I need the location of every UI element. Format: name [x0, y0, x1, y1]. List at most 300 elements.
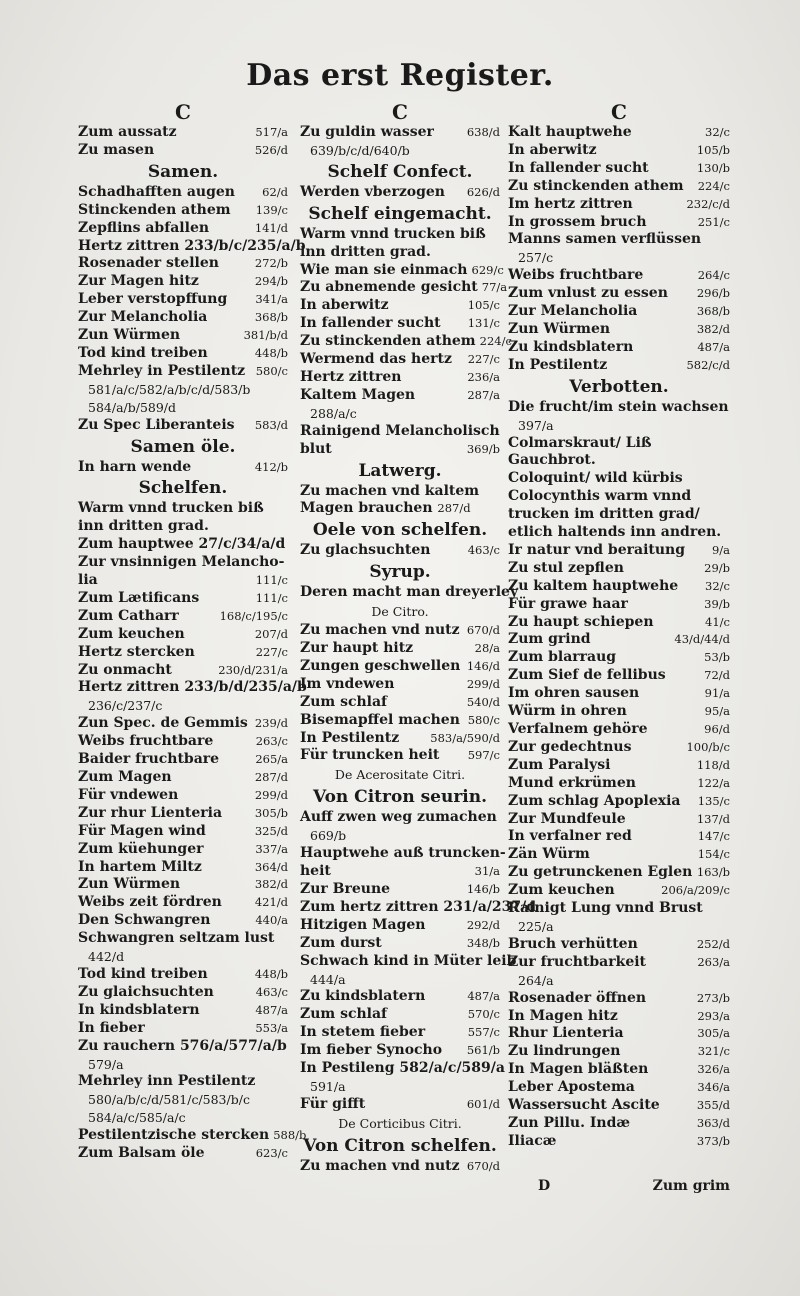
index-entry: [300, 387, 500, 405]
entry-ref: 72/d: [704, 668, 730, 683]
entry-text: Zum durst: [300, 934, 382, 951]
entry-ref: 670/d: [466, 623, 500, 638]
index-entry: [300, 622, 500, 640]
entry-text: Zu glaichsuchten: [78, 983, 214, 1000]
entry-text: Zum Lætificans: [78, 589, 200, 606]
index-entry: [508, 954, 730, 972]
entry-text: blut: [300, 440, 332, 457]
index-entry: [300, 1096, 500, 1114]
entry-ref: 448/b: [254, 345, 288, 360]
entry-text: Rainigt Lung vnnd Brust: [508, 900, 703, 917]
entry-text: Für gifft: [300, 1095, 366, 1112]
entry-text: Für truncken heit: [300, 747, 440, 764]
index-entry: [300, 1042, 500, 1060]
entry-text: Zun Würmen: [78, 327, 181, 344]
entry-ref: 31/a: [474, 864, 500, 879]
index-entry: [508, 1025, 730, 1043]
entry-text: In Pestileng 582/a/c/589/a: [300, 1060, 505, 1077]
entry-ref: 252/d: [696, 936, 730, 951]
entry-text: Hertz zittren 233/b/c/235/a/b: [78, 237, 306, 254]
entry-ref: 227/c: [255, 644, 288, 659]
section-heading: Verbotten.: [569, 376, 669, 397]
index-entry: [508, 578, 730, 596]
entry-ref: 232/c/d: [686, 196, 730, 211]
entry-text: In grossem bruch: [508, 213, 647, 230]
index-entry: [300, 1060, 505, 1078]
index-entry: [300, 640, 500, 658]
entry-text: In verfalner red: [508, 828, 632, 845]
entry-text: Zur fruchtbarkeit: [508, 953, 647, 970]
entry-ref: 43/d/44/d: [674, 632, 730, 647]
index-entry: [508, 900, 730, 918]
entry-text: Mund erkrümen: [508, 774, 636, 791]
entry-ref: 448/b: [254, 966, 288, 981]
index-entry: [300, 952, 517, 971]
entry-ref: 440/a: [255, 913, 288, 928]
index-entry: [78, 590, 288, 608]
latin-subheading: De Citro.: [371, 604, 429, 620]
entry-ref: 623/c: [255, 1146, 288, 1161]
entry-ref: 364/d: [254, 859, 288, 874]
index-entry: [508, 196, 730, 214]
entry-ref: 147/c: [697, 829, 730, 844]
entry-ref: 287/d: [437, 501, 471, 516]
index-entry: [300, 584, 519, 602]
index-entry: [300, 333, 512, 351]
index-entry: [300, 694, 500, 712]
index-entry: [78, 894, 288, 912]
entry-text: Rhur Lienteria: [508, 1025, 624, 1042]
index-entry: [78, 459, 288, 477]
entry-ref: 139/c: [255, 202, 288, 217]
latin-subheading: De Corticibus Citri.: [338, 1115, 462, 1131]
entry-ref: 146/d: [466, 658, 500, 673]
entry-text: Hertz zittren 233/b/d/235/a/b: [78, 679, 307, 696]
index-entry: [78, 345, 288, 363]
index-entry: [508, 721, 730, 739]
entry-ref: 111/c: [255, 573, 288, 588]
entry-ref: 100/b/c: [686, 739, 730, 754]
entry-text: In kindsblatern: [78, 1001, 200, 1018]
index-entry: [300, 881, 500, 899]
entry-ref: 296/b: [696, 286, 730, 301]
entry-text: Zum Paralysi: [508, 756, 611, 773]
index-entry: [508, 214, 730, 232]
entry-text: Zum keuchen: [78, 625, 185, 642]
index-paragraph: [78, 500, 288, 536]
index-entry: [508, 1115, 730, 1133]
index-entry: [508, 1043, 730, 1061]
index-entry: [78, 751, 288, 769]
index-entry: [78, 626, 288, 644]
entry-ref: 601/d: [466, 1096, 500, 1111]
entry-ref: 368/b: [696, 304, 730, 319]
entry-text: In aberwitz: [300, 297, 389, 314]
entry-ref: 463/c: [255, 984, 288, 999]
continued-refs: 264/a: [518, 972, 554, 988]
entry-text: Zu glachsuchten: [300, 542, 431, 559]
entry-ref: 29/b: [704, 560, 730, 575]
entry-ref: 382/d: [254, 877, 288, 892]
continued-refs: 257/c: [518, 250, 554, 266]
entry-text: Zum vnlust zu essen: [508, 285, 668, 302]
entry-ref: 135/c: [697, 793, 730, 808]
paragraph-text: Warm vnnd trucken biß inn dritten grad.: [78, 500, 264, 535]
entry-text: Zum blarraug: [508, 649, 617, 666]
section-heading: Samen öle.: [130, 436, 236, 457]
entry-text: Zu haupt schiepen: [508, 613, 654, 630]
entry-text: Zur Breune: [300, 881, 391, 897]
entry-text: Für Magen wind: [78, 822, 206, 839]
section-letter: C: [392, 100, 408, 124]
entry-text: Baider fruchtbare: [78, 751, 220, 768]
entry-text: In fieber: [78, 1019, 145, 1036]
index-entry: [78, 1073, 288, 1091]
entry-ref: 28/a: [474, 641, 500, 656]
entry-ref: 553/a: [255, 1020, 288, 1035]
entry-text: Zum keuchen: [508, 882, 615, 899]
entry-text: Bisemapffel machen: [300, 711, 460, 728]
entry-text: Verfalnem gehöre: [508, 721, 648, 737]
entry-ref: 264/c: [697, 268, 730, 283]
entry-ref: 168/c/195/c: [219, 608, 288, 623]
entry-text: In stetem fieber: [300, 1024, 426, 1041]
register-column-3: [508, 100, 730, 1151]
latin-subheading: De Acerositate Citri.: [334, 767, 466, 783]
entry-ref: 421/d: [254, 895, 288, 910]
index-paragraph: [508, 470, 730, 542]
index-entry: [508, 339, 730, 357]
section-heading: Samen.: [147, 161, 219, 182]
entry-text: Würm in ohren: [508, 703, 627, 720]
entry-ref: 557/c: [467, 1025, 500, 1040]
entry-text: Den Schwangren: [78, 912, 211, 929]
index-entry: [78, 536, 288, 554]
entry-ref: 263/a: [697, 954, 730, 969]
entry-ref: 154/c: [697, 847, 730, 862]
section-heading: Schelfen.: [138, 478, 228, 499]
entry-text: Zum hauptwee 27/c/34/a/d: [78, 536, 286, 553]
entry-text: Deren macht man dreyerley: [300, 584, 519, 601]
index-entry: [508, 846, 730, 864]
entry-ref: 137/d: [696, 811, 730, 826]
index-entry: [508, 124, 730, 142]
index-entry: [508, 596, 730, 614]
entry-ref: 487/a: [255, 1002, 288, 1017]
entry-text: Zum Balsam öle: [78, 1145, 205, 1162]
page-title: Das erst Register.: [246, 58, 554, 93]
entry-ref: 224/c: [697, 178, 730, 193]
index-entry: [300, 730, 500, 748]
index-entry: [300, 423, 500, 441]
entry-ref: 305/b: [254, 805, 288, 820]
entry-text: In Magen hitz: [508, 1007, 618, 1024]
entry-text: Zur haupt hitz: [300, 640, 414, 657]
index-entry: [78, 237, 306, 256]
entry-ref: 272/b: [254, 256, 288, 271]
index-entry: [300, 863, 500, 881]
entry-ref: 526/d: [254, 142, 288, 157]
index-entry: [508, 739, 730, 757]
index-entry: [78, 1127, 307, 1145]
entry-text: In fallender sucht: [300, 315, 441, 332]
index-entry: [300, 369, 500, 387]
entry-text: Tod kind treiben: [78, 344, 208, 361]
entry-ref: 561/b: [466, 1043, 500, 1058]
entry-ref: 53/b: [704, 650, 730, 665]
register-column-1: [78, 100, 307, 1163]
index-entry: [300, 935, 500, 953]
entry-ref: 369/b: [466, 441, 500, 456]
continued-refs: 580/a/b/c/d/581/c/583/b/c: [88, 1092, 250, 1108]
index-entry: [508, 321, 730, 339]
entry-ref: 582/c/d: [686, 357, 730, 372]
entry-ref: 95/a: [704, 704, 730, 719]
catchword: Zum grim: [652, 1178, 730, 1194]
index-entry: [78, 255, 288, 273]
section-letter: C: [175, 100, 191, 124]
entry-text: Zu rauchern 576/a/577/a/b: [78, 1037, 287, 1054]
entry-ref: 122/a: [697, 775, 730, 790]
entry-ref: 337/a: [255, 841, 288, 856]
entry-text: Zu lindrungen: [508, 1043, 621, 1060]
entry-text: In harn wende: [78, 458, 192, 475]
entry-text: Im ohren sausen: [508, 685, 640, 702]
entry-ref: 39/b: [704, 596, 730, 611]
entry-text: Zu guldin wasser: [300, 124, 434, 140]
entry-text: Zungen geschwellen: [300, 657, 461, 674]
index-entry: [508, 160, 730, 178]
entry-ref: 463/c: [467, 543, 500, 558]
entry-text: Zu kaltem hauptwehe: [508, 577, 679, 594]
index-entry: [78, 1002, 288, 1020]
entry-ref: 629/c: [471, 262, 504, 277]
index-entry: [508, 775, 730, 793]
entry-text: Zepflins abfallen: [78, 219, 210, 236]
entry-text: Wie man sie einmach: [300, 261, 468, 278]
index-entry: [78, 644, 288, 662]
index-entry: [508, 560, 730, 578]
entry-text: Zun Pillu. Indæ: [508, 1114, 631, 1131]
index-entry: [508, 399, 730, 417]
entry-ref: 236/a: [467, 369, 500, 384]
entry-ref: 96/d: [704, 722, 730, 736]
continued-refs: 591/a: [310, 1078, 346, 1094]
entry-ref: 32/c: [705, 125, 730, 139]
entry-text: Zum Catharr: [78, 607, 179, 624]
index-entry: [78, 662, 288, 680]
continued-refs: 639/b/c/d/640/b: [310, 142, 410, 158]
entry-ref: 588/b: [273, 1128, 307, 1143]
entry-ref: 381/b/d: [243, 328, 288, 343]
index-entry: [508, 267, 730, 285]
index-entry: [508, 231, 730, 249]
entry-text: Zu Spec Liberanteis: [78, 416, 235, 433]
entry-text: Mehrley in Pestilentz: [78, 362, 246, 379]
entry-text: Ir natur vnd beraitung: [508, 541, 685, 558]
index-entry: [508, 1097, 730, 1115]
entry-ref: 273/b: [696, 990, 730, 1005]
entry-ref: 299/d: [254, 787, 288, 802]
entry-text: Bruch verhütten: [508, 935, 638, 952]
index-entry: [300, 747, 500, 765]
index-entry: [78, 769, 288, 787]
entry-text: heit: [300, 863, 331, 880]
entry-ref: 239/d: [254, 716, 288, 731]
index-entry: [508, 178, 730, 196]
entry-text: In Pestilentz: [300, 729, 400, 746]
index-entry: [508, 667, 730, 685]
entry-text: Zum hertz zittren 231/a/237/d: [300, 898, 537, 915]
index-entry: [508, 1008, 730, 1026]
entry-ref: 638/d: [466, 125, 500, 139]
entry-ref: 373/b: [696, 1133, 730, 1148]
index-entry: [78, 805, 288, 823]
entry-ref: 118/d: [696, 757, 730, 772]
continued-refs: 584/a/b/589/d: [88, 399, 177, 415]
index-entry: [300, 351, 500, 369]
entry-text: Zu stinckenden athem: [508, 177, 684, 194]
continued-refs: 584/a/c/585/a/c: [88, 1110, 186, 1126]
entry-ref: 9/a: [711, 542, 730, 557]
entry-ref: 517/a: [255, 125, 288, 139]
section-heading: Latwerg.: [358, 460, 442, 481]
index-entry: [300, 184, 500, 202]
entry-text: Mehrley inn Pestilentz: [78, 1073, 256, 1090]
entry-text: Zum Sief de fellibus: [508, 667, 666, 684]
entry-ref: 230/d/231/a: [218, 662, 288, 677]
index-entry: [508, 357, 730, 375]
index-entry: [300, 809, 500, 827]
entry-text: Zun Würmen: [508, 320, 611, 337]
entry-text: Zu masen: [78, 141, 155, 158]
entry-text: Im hertz zittren: [508, 195, 633, 212]
entry-text: In Pestilentz: [508, 356, 608, 373]
entry-text: Zur vnsinnigen Melancho-: [78, 554, 285, 571]
entry-ref: 41/c: [705, 614, 730, 629]
index-entry: [508, 936, 730, 954]
entry-text: Zur Magen hitz: [78, 273, 199, 290]
entry-text: Rosenader öffnen: [508, 989, 647, 1006]
entry-ref: 105/b: [696, 142, 730, 157]
entry-text: Im vndewen: [300, 675, 395, 692]
paragraph-text: Coloquint/ wild kürbis Colocynthis warm vnnd trucken im dritten grad/ etlich haltends inn andren.: [508, 470, 722, 541]
index-entry: [78, 841, 288, 859]
index-entry: [300, 988, 500, 1006]
entry-ref: 131/c: [467, 316, 500, 331]
entry-text: In aberwitz: [508, 141, 597, 158]
entry-text: Die frucht/im stein wachsen: [508, 398, 729, 415]
index-entry: [300, 542, 500, 560]
index-entry: [300, 1006, 500, 1024]
section-heading: Schelf Confect.: [327, 161, 473, 182]
index-entry: [78, 966, 288, 984]
index-entry: [78, 184, 288, 202]
entry-ref: 597/c: [467, 748, 500, 763]
entry-text: Zur Melancholia: [78, 309, 208, 326]
index-entry: [300, 845, 506, 863]
entry-text: Zum grind: [508, 631, 591, 648]
entry-ref: 341/a: [255, 292, 288, 307]
entry-ref: 263/c: [255, 734, 288, 749]
entry-ref: 346/a: [697, 1080, 730, 1095]
entry-text: Kaltem Magen: [300, 386, 416, 403]
entry-text: In fallender sucht: [508, 159, 649, 176]
entry-text: Weibs zeit fördren: [78, 894, 222, 911]
entry-text: Zu machen vnd nutz: [300, 1157, 460, 1174]
entry-ref: 670/d: [466, 1158, 500, 1173]
entry-text: Leber Apostema: [508, 1079, 635, 1096]
index-entry: [78, 733, 288, 751]
index-entry: [78, 912, 288, 930]
paragraph-text: Warm vnnd trucken biß inn dritten grad.: [300, 225, 486, 260]
entry-ref: 626/d: [466, 184, 500, 199]
entry-text: Stinckenden athem: [78, 201, 231, 218]
entry-text: Zu kindsblatern: [300, 988, 426, 1005]
entry-text: Weibs fruchtbare: [508, 267, 644, 284]
entry-ref: 293/a: [697, 1008, 730, 1023]
entry-ref: 412/b: [254, 459, 288, 474]
entry-ref: 292/d: [466, 917, 500, 932]
index-entry: [300, 917, 500, 935]
index-entry: [300, 1158, 500, 1176]
entry-ref: 382/d: [696, 321, 730, 336]
index-entry: [508, 285, 730, 303]
index-paragraph: [300, 483, 500, 519]
index-entry: [508, 614, 730, 632]
entry-ref: 325/d: [254, 823, 288, 838]
index-entry: [300, 712, 500, 730]
section-heading: Syrup.: [369, 562, 431, 583]
index-entry: [508, 303, 730, 321]
entry-ref: 146/b: [466, 882, 500, 896]
index-entry: [300, 279, 508, 297]
entry-ref: 287/a: [467, 387, 500, 402]
index-entry: [508, 828, 730, 846]
entry-ref: 163/b: [696, 865, 730, 880]
index-entry: [508, 864, 730, 882]
entry-text: Weibs fruchtbare: [78, 733, 214, 750]
entry-ref: 111/c: [255, 590, 288, 605]
entry-ref: 326/a: [697, 1062, 730, 1077]
entry-ref: 363/d: [696, 1115, 730, 1130]
section-heading: Von Citron schelfen.: [303, 1135, 497, 1156]
entry-ref: 287/d: [254, 770, 288, 784]
index-entry: [508, 685, 730, 703]
index-entry: [300, 1024, 500, 1042]
entry-ref: 580/c: [467, 712, 500, 727]
entry-ref: 224/c: [479, 334, 512, 349]
index-entry: [78, 984, 288, 1002]
entry-text: Pestilentzische stercken: [78, 1127, 270, 1144]
entry-ref: 77/a: [481, 280, 508, 295]
index-entry: [508, 1061, 730, 1079]
index-paragraph: [508, 435, 730, 471]
paragraph-text: Zu machen vnd kaltem Magen brauchen: [300, 482, 480, 517]
entry-ref: 348/b: [466, 935, 500, 950]
entry-text: Für grawe haar: [508, 595, 628, 612]
entry-text: Rainigend Melancholisch: [300, 422, 500, 439]
index-entry: [508, 882, 730, 900]
index-entry: [78, 1038, 288, 1056]
entry-text: Zän Würm: [508, 846, 590, 863]
entry-ref: 32/c: [705, 578, 730, 593]
continued-refs: 236/c/237/c: [88, 698, 163, 714]
index-entry: [78, 291, 288, 309]
entry-text: Kalt hauptwehe: [508, 124, 632, 140]
entry-text: Zu abnemende gesicht: [300, 279, 478, 296]
index-entry: [508, 703, 730, 721]
